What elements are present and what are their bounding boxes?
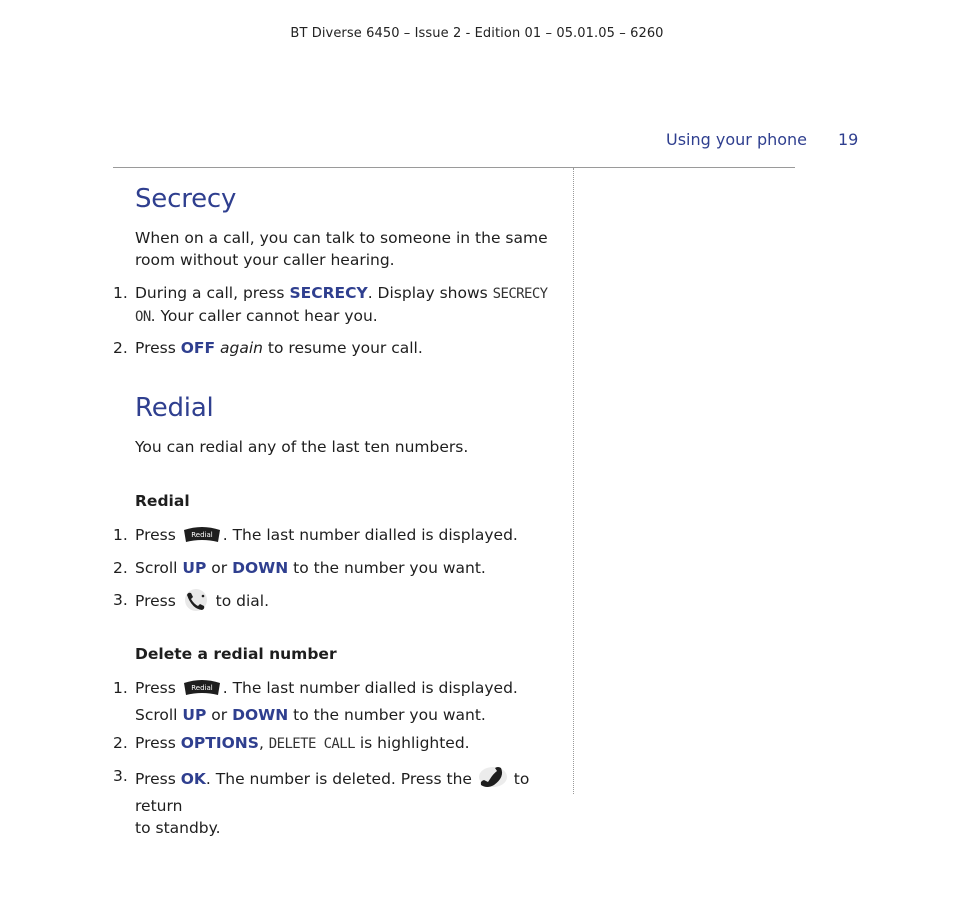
step-text: Scroll [135, 559, 183, 577]
secrecy-heading: Secrecy [135, 184, 237, 214]
redial-key-icon [181, 525, 223, 551]
step-number: 3. [113, 767, 128, 785]
delete-step-1 [135, 677, 565, 726]
column-divider [573, 168, 574, 794]
step-text: Press [135, 734, 181, 752]
step-text: or [206, 706, 233, 724]
step-number: 1. [113, 526, 128, 544]
down-key-label: DOWN [232, 559, 289, 577]
step-text: . Display shows [367, 284, 493, 302]
redial-step-3 [135, 589, 565, 617]
secrecy-step-1 [135, 282, 565, 328]
redial-key-icon [181, 678, 223, 704]
delete-step-2 [135, 732, 565, 755]
step-text: is highlighted. [354, 734, 470, 752]
step-text: to resume your call. [263, 339, 423, 357]
emphasis-text: again [220, 339, 263, 357]
step-text: . The number is deleted. Press the [205, 770, 477, 788]
options-key-label: OPTIONS [180, 734, 259, 752]
document-reference: BT Diverse 6450 – Issue 2 - Edition 01 – 05.01.05 – 6260 [290, 26, 664, 41]
header-rule [113, 167, 795, 168]
secrecy-key-label: SECRECY [289, 284, 368, 302]
step-text: . Your caller cannot hear you. [150, 307, 378, 325]
step-text: Press [135, 339, 181, 357]
step-number: 3. [113, 591, 128, 609]
down-key-label: DOWN [232, 706, 289, 724]
step-text: Scroll [135, 706, 183, 724]
step-text: Press [135, 679, 181, 697]
step-text: to standby. [135, 819, 221, 837]
delete-redial-subheading: Delete a redial number [135, 645, 337, 663]
secrecy-intro [135, 227, 548, 271]
step-text: Press [135, 592, 181, 610]
step-text: , [258, 734, 269, 752]
secrecy-intro-line: room without your caller hearing. [135, 251, 395, 269]
redial-step-1 [135, 524, 565, 551]
up-key-label: UP [182, 706, 207, 724]
ok-key-label: OK [180, 770, 206, 788]
step-text: to the number you want. [288, 706, 486, 724]
step-text: Press [135, 526, 181, 544]
step-number: 2. [113, 559, 128, 577]
redial-key-label: Redial [190, 684, 213, 692]
redial-intro: You can redial any of the last ten numbers. [135, 438, 469, 456]
step-number: 1. [113, 679, 128, 697]
talk-handset-icon [181, 589, 211, 617]
section-label: Using your phone [666, 130, 808, 149]
redial-step-2 [135, 557, 565, 579]
step-text: . The last number dialled is displayed. [222, 526, 518, 544]
display-text: SECRECY [492, 286, 548, 302]
step-text: to dial. [210, 592, 270, 610]
display-text: ON [135, 309, 151, 325]
step-number: 2. [113, 339, 128, 357]
secrecy-intro-line: When on a call, you can talk to someone in the same [135, 229, 548, 247]
step-text: to the number you want. [288, 559, 486, 577]
page-number: 19 [838, 130, 859, 149]
redial-heading: Redial [135, 393, 214, 423]
up-key-label: UP [182, 559, 207, 577]
end-call-handset-icon [477, 765, 509, 795]
redial-subheading: Redial [135, 492, 190, 510]
step-text: During a call, press [135, 284, 290, 302]
step-text: . The last number dialled is displayed. [222, 679, 518, 697]
step-text: Press [135, 770, 181, 788]
redial-key-label: Redial [190, 531, 213, 539]
off-key-label: OFF [180, 339, 216, 357]
step-number: 2. [113, 734, 128, 752]
delete-step-3 [135, 765, 565, 839]
step-text: or [206, 559, 233, 577]
secrecy-step-2 [135, 337, 565, 359]
step-text: to return [135, 770, 530, 815]
display-text: DELETE CALL [268, 736, 355, 752]
step-number: 1. [113, 284, 128, 302]
